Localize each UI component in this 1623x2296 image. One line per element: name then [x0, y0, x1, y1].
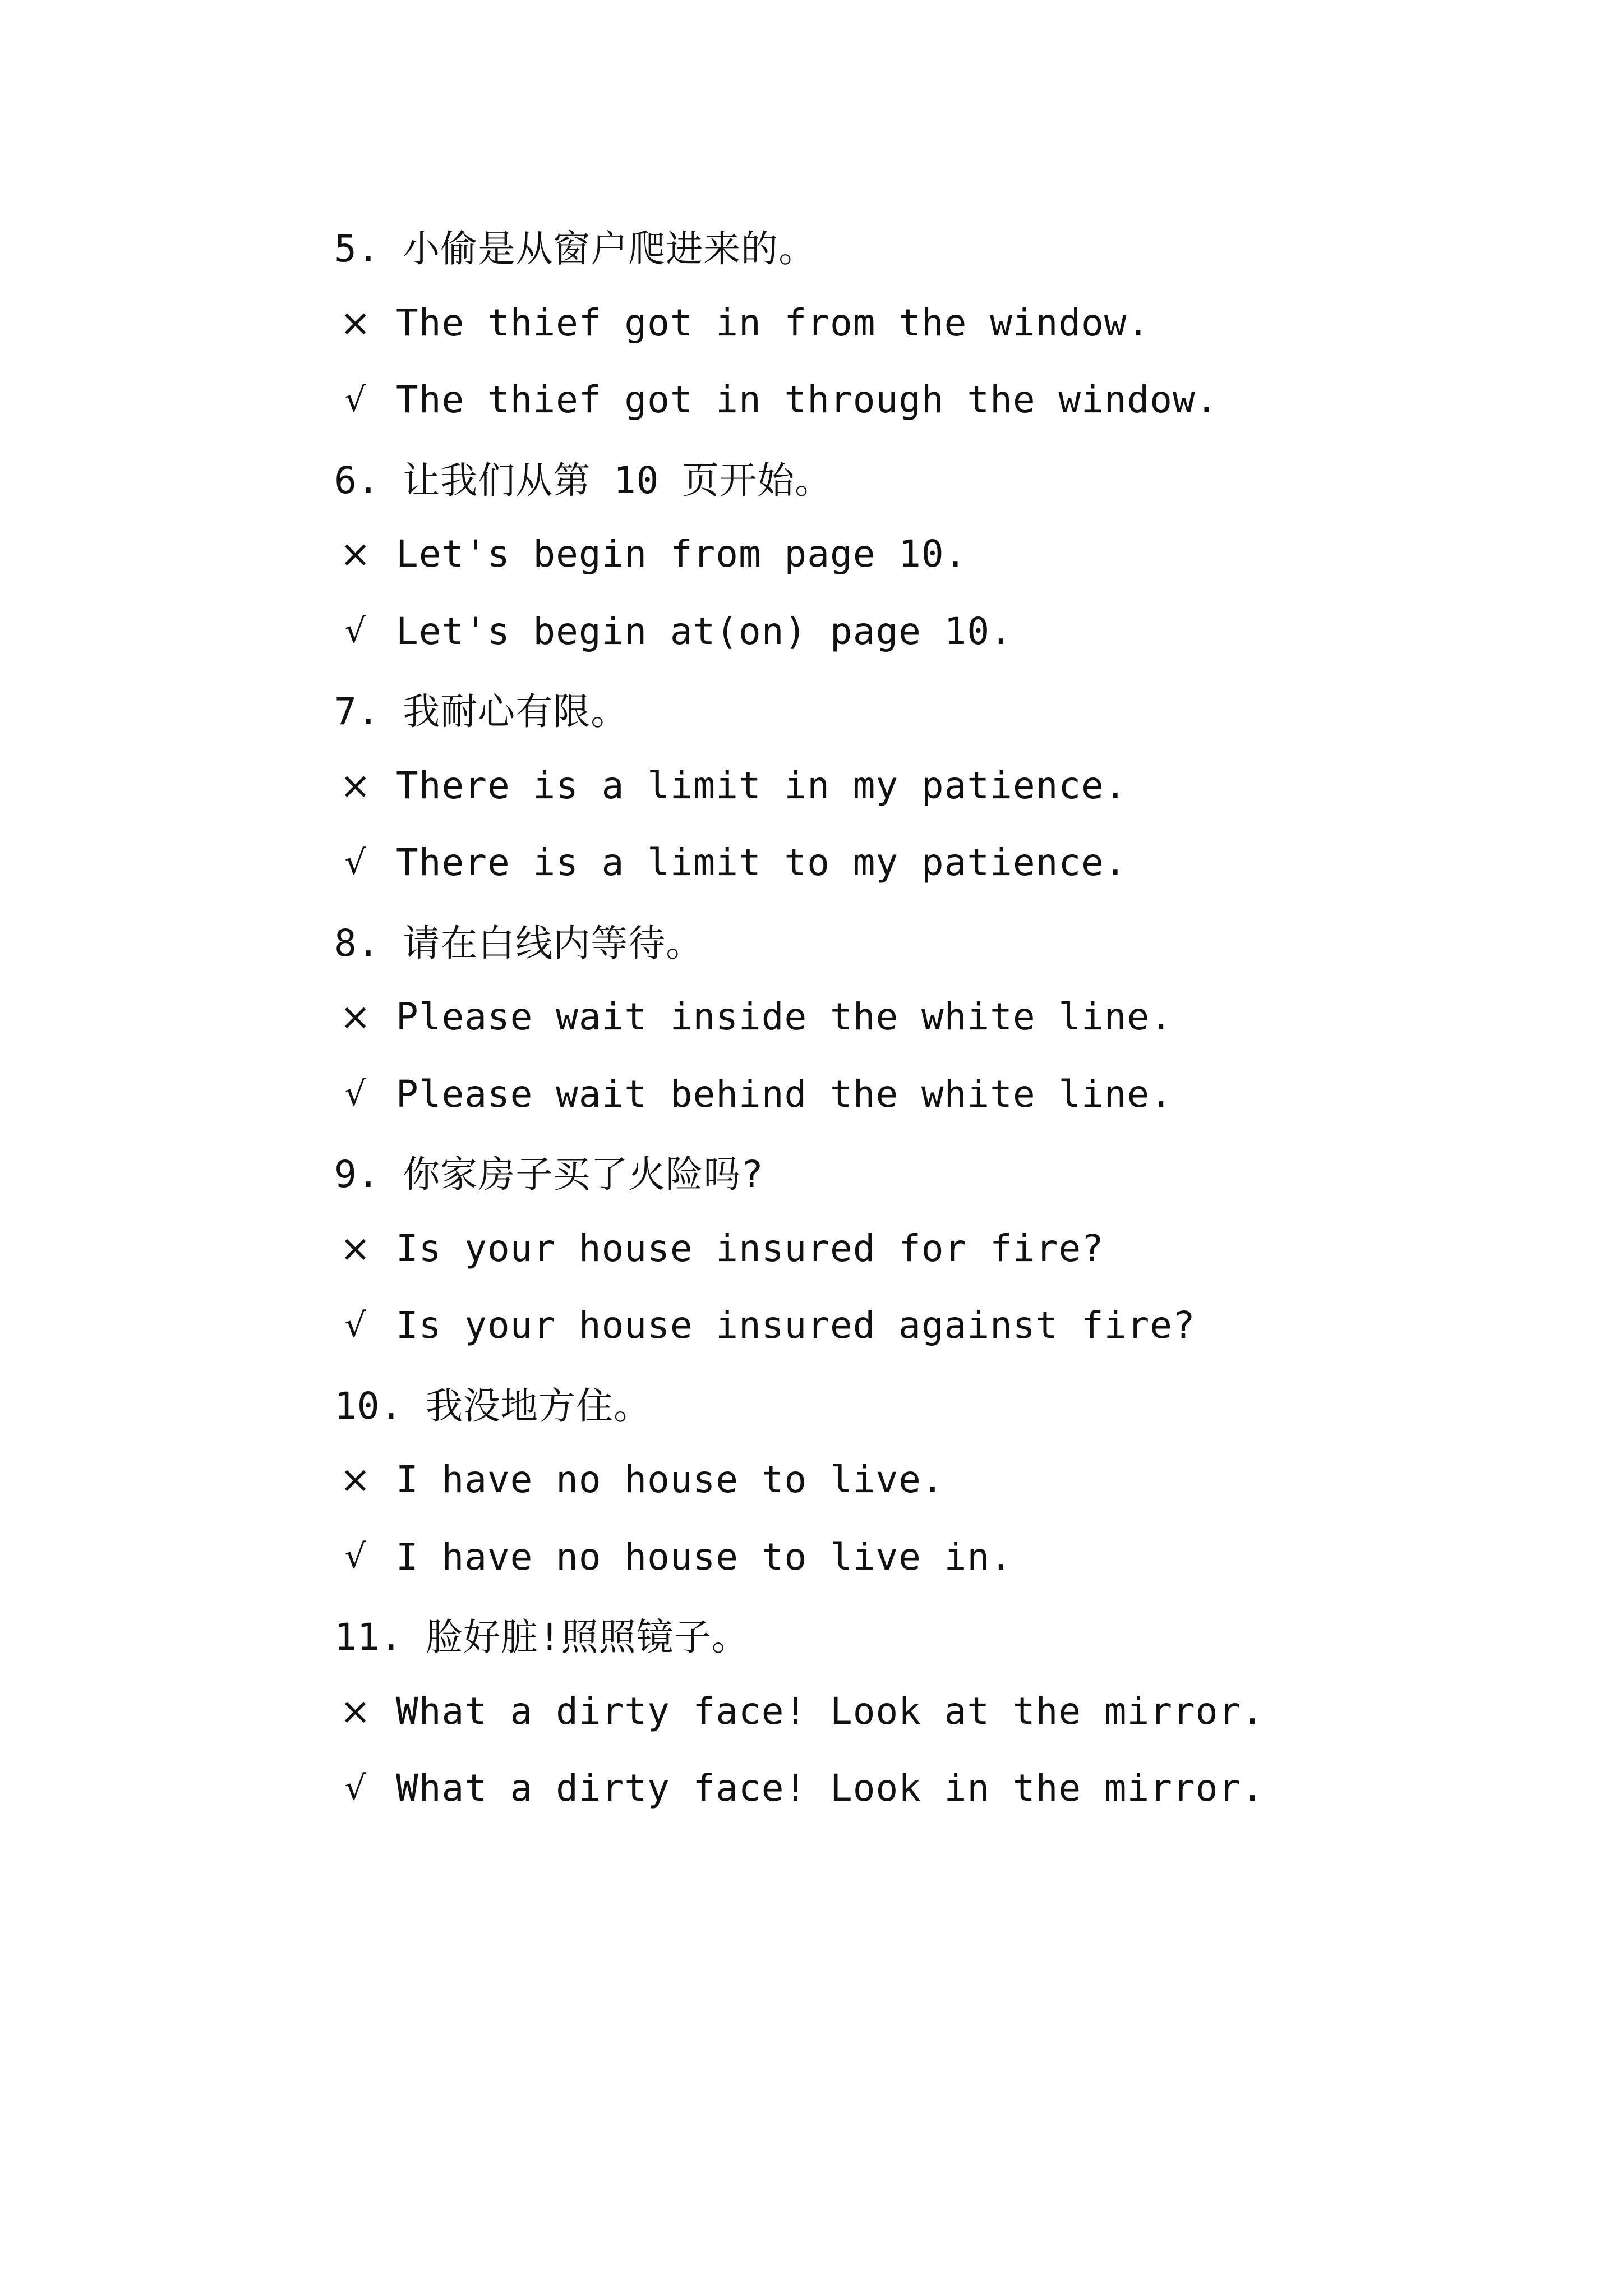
cross-icon: × — [339, 301, 372, 344]
wrong-sentence: × The thief got in from the window. — [334, 284, 1512, 362]
cross-icon: × — [339, 1689, 372, 1733]
correct-sentence: √ The thief got in through the window. — [334, 361, 1512, 439]
correct-sentence: √ Is your house insured against fire? — [334, 1287, 1512, 1364]
correct-sentence: √ I have no house to live in. — [334, 1519, 1512, 1596]
wrong-sentence: × There is a limit in my patience. — [334, 747, 1512, 825]
item-heading: 6. 让我们从第 10 页开始。 — [334, 458, 833, 502]
wrong-sentence: × Is your house insured for fire? — [334, 1210, 1512, 1287]
item-heading: 9. 你家房子买了火险吗? — [334, 1153, 764, 1197]
cross-icon: × — [339, 1458, 372, 1502]
correct-sentence: √ Let's begin at(on) page 10. — [334, 593, 1512, 670]
cross-icon: × — [339, 1226, 372, 1270]
wrong-sentence: × Let's begin from page 10. — [334, 516, 1512, 593]
check-icon: √ — [344, 1305, 367, 1345]
cross-icon: × — [339, 532, 372, 576]
correct-sentence: √ What a dirty face! Look in the mirror. — [334, 1750, 1512, 1827]
check-icon: √ — [344, 611, 367, 651]
item-heading: 7. 我耐心有限。 — [334, 690, 629, 734]
item-heading: 5. 小偷是从窗户爬进来的。 — [334, 227, 817, 271]
item-heading: 11. 脸好脏!照照镜子。 — [334, 1616, 749, 1659]
cross-icon: × — [339, 995, 372, 1039]
wrong-sentence: × I have no house to live. — [334, 1441, 1512, 1519]
cross-icon: × — [339, 763, 372, 807]
check-icon: √ — [344, 380, 367, 420]
wrong-sentence: × Please wait inside the white line. — [334, 978, 1512, 1056]
check-icon: √ — [344, 1768, 367, 1808]
correct-sentence: √ There is a limit to my patience. — [334, 824, 1512, 901]
correct-sentence: √ Please wait behind the white line. — [334, 1056, 1512, 1133]
check-icon: √ — [344, 1537, 367, 1577]
wrong-sentence: × What a dirty face! Look at the mirror. — [334, 1673, 1512, 1750]
item-heading: 10. 我没地方住。 — [334, 1384, 651, 1428]
sentence-list — [334, 207, 1512, 1827]
item-heading: 8. 请在白线内等待。 — [334, 921, 704, 965]
check-icon: √ — [344, 843, 367, 882]
check-icon: √ — [344, 1074, 367, 1114]
